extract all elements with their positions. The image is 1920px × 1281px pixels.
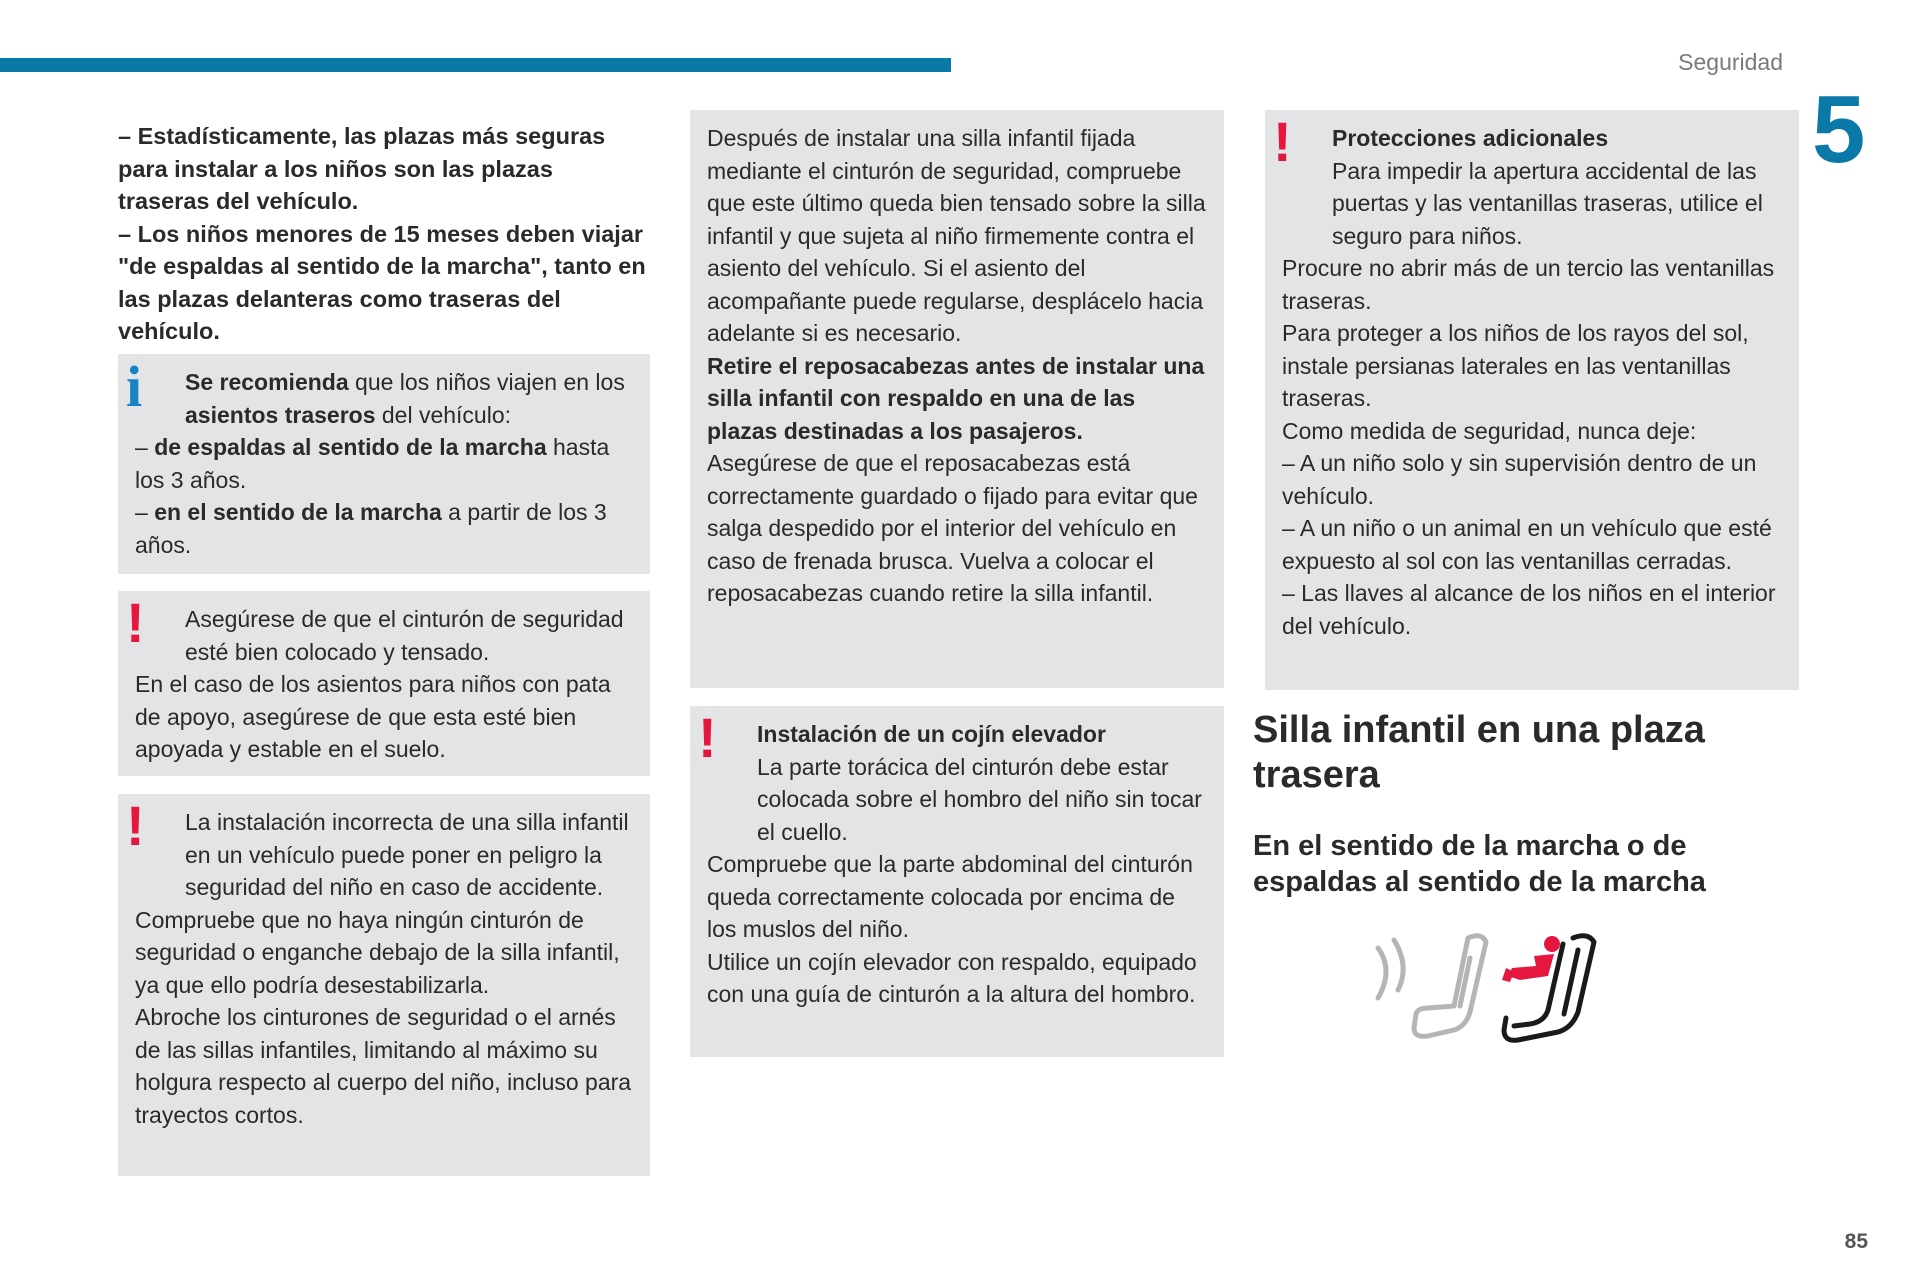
warning-booster-p2: Compruebe que la parte abdominal del cinturón queda correctamente colocada por encima de los muslos del niño.	[707, 851, 1193, 942]
airbag-icon	[1378, 940, 1403, 998]
warning-box-booster	[690, 706, 1224, 1057]
child-seat-icon	[1504, 936, 1594, 1041]
warning-booster-first: La parte torácica del cinturón debe estar colocada sobre el hombro del niño sin tocar el cuello.	[757, 753, 1202, 845]
vehicle-seat-icon	[1414, 936, 1486, 1037]
middle-box-p3: Asegúrese de que el reposacabezas está correctamente guardado o fijado para evitar que salga despedido por el interior del vehículo en caso de frenada brusca. Vuelva a colocar el reposacabezas cuando retire la silla infantil.	[707, 450, 1198, 606]
warning-protections-item-1: – A un niño solo y sin supervisión dentro de un vehículo.	[1282, 450, 1757, 509]
info-box-intro: Se recomienda que los niños viajen en los asientos traseros del vehículo:	[185, 369, 625, 428]
subsection-heading: En el sentido de la marcha o de espaldas al sentido de la marcha	[1253, 830, 1706, 898]
warning-icon: !	[126, 591, 145, 654]
warning-install-p2: Compruebe que no haya ningún cinturón de seguridad o enganche debajo de la silla infantil, ya que ello podría desestabilizarla.	[135, 906, 620, 998]
warning-box-belt	[118, 591, 650, 776]
section-title: Seguridad	[1678, 49, 1783, 75]
warning-install-p3: Abroche los cinturones de seguridad o el arnés de las sillas infantiles, limitando al máximo su holgura respecto al cuerpo del niño, incluso para trayectos cortos.	[135, 1004, 632, 1128]
child-seat-orientation-illustration	[1358, 928, 1648, 1048]
warning-protections-p2: Procure no abrir más de un tercio las ventanillas traseras.	[1282, 255, 1775, 314]
middle-box-p2: Retire el reposacabezas antes de instalar una silla infantil con respaldo en una de las plazas destinadas a los pasajeros.	[707, 352, 1205, 444]
middle-info-box	[690, 110, 1224, 688]
chapter-number: 5	[1812, 76, 1866, 183]
warning-icon: !	[1273, 110, 1292, 173]
info-icon: i	[126, 354, 143, 419]
info-box-rear-seats	[118, 354, 650, 574]
warning-belt-first: Asegúrese de que el cinturón de seguridad esté bien colocado y tensado.	[185, 606, 624, 665]
warning-protections-p3: Para proteger a los niños de los rayos del sol, instale persianas laterales en las ventanillas traseras.	[1282, 320, 1749, 411]
intro-line-1: – Estadísticamente, las plazas más seguras para instalar a los niños son las plazas traseras del vehículo.	[118, 123, 606, 214]
warning-belt-rest: En el caso de los asientos para niños con pata de apoyo, asegúrese de que esta esté bien apoyada y estable en el suelo.	[135, 671, 611, 762]
info-box-item-1: – de espaldas al sentido de la marcha hasta los 3 años.	[135, 434, 610, 493]
header-accent-bar	[0, 58, 951, 72]
child-figure-icon	[1502, 936, 1560, 982]
intro-text	[118, 120, 648, 348]
warning-icon: !	[698, 706, 717, 769]
warning-booster-p3: Utilice un cojín elevador con respaldo, equipado con una guía de cinturón a la altura del hombro.	[707, 948, 1197, 1007]
warning-box-install	[118, 794, 650, 1176]
warning-protections-first: Para impedir la apertura accidental de las puertas y las ventanillas traseras, utilice el seguro para niños.	[1332, 157, 1763, 249]
warning-protections-p4: Como medida de seguridad, nunca deje:	[1282, 417, 1697, 444]
intro-line-2: – Los niños menores de 15 meses deben viajar "de espaldas al sentido de la marcha", tanto en las plazas delanteras como traseras del vehículo.	[118, 220, 646, 344]
warning-booster-title: Instalación de un cojín elevador	[757, 721, 1106, 747]
warning-icon: !	[126, 794, 145, 857]
warning-protections-title: Protecciones adicionales	[1332, 125, 1609, 151]
section-heading: Silla infantil en una plaza trasera	[1253, 709, 1705, 796]
warning-box-protections	[1265, 110, 1799, 690]
info-box-item-2: – en el sentido de la marcha a partir de los 3 años.	[135, 499, 607, 558]
warning-protections-item-3: – Las llaves al alcance de los niños en el interior del vehículo.	[1282, 580, 1776, 639]
middle-box-p1: Después de instalar una silla infantil fijada mediante el cinturón de seguridad, compruebe que este último queda bien tensado sobre la silla infantil y que sujeta al niño firmemente contra el asiento del vehículo. Si el asiento del acompañante puede regularse, desplácelo hacia adelante si es necesario.	[707, 125, 1206, 346]
warning-protections-item-2: – A un niño o un animal en un vehículo que esté expuesto al sol con las ventanillas cerradas.	[1282, 515, 1772, 574]
warning-install-first: La instalación incorrecta de una silla infantil en un vehículo puede poner en peligro la seguridad del niño en caso de accidente.	[185, 809, 629, 900]
page-number: 85	[1844, 1230, 1868, 1253]
